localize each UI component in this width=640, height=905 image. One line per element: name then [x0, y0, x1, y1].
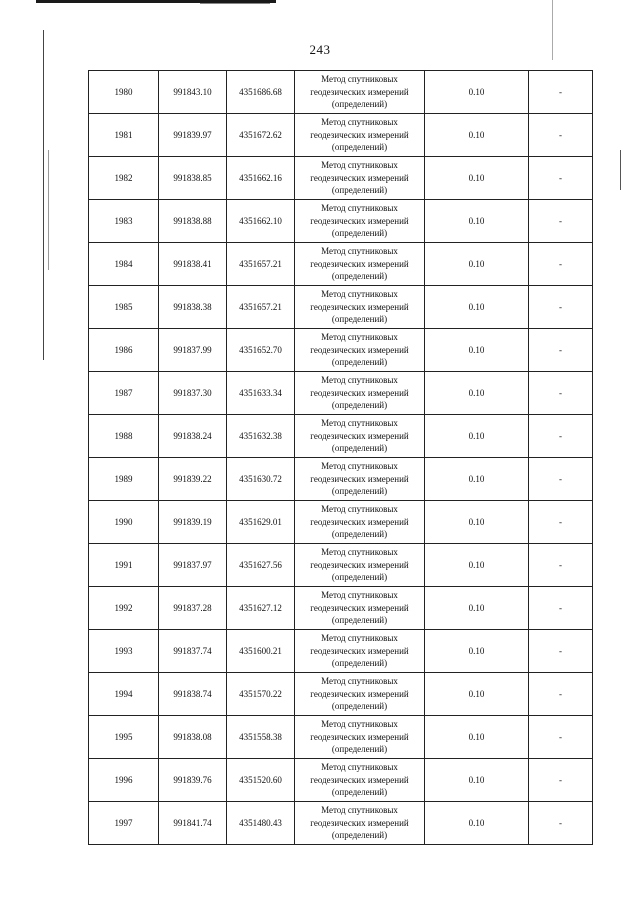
- accuracy-cell: 0.10: [425, 200, 529, 243]
- point-number-cell: 1992: [89, 587, 159, 630]
- method-line: Метод спутниковых: [321, 762, 398, 773]
- coordinate-y-cell: 4351630.72: [227, 458, 295, 501]
- table-row: [89, 759, 593, 802]
- coordinate-x-cell: 991837.28: [159, 587, 227, 630]
- method-line: (определений): [331, 744, 388, 755]
- coordinate-y-cell: 4351662.16: [227, 157, 295, 200]
- table-row: [89, 802, 593, 845]
- method-cell: [295, 286, 425, 329]
- method-cell: [295, 458, 425, 501]
- method-line: геодезических измерений: [310, 344, 409, 355]
- method-line: геодезических измерений: [310, 301, 409, 312]
- accuracy-cell: 0.10: [425, 329, 529, 372]
- coordinate-x-cell: 991839.19: [159, 501, 227, 544]
- accuracy-cell: 0.10: [425, 673, 529, 716]
- method-cell: [295, 243, 425, 286]
- table-row: [89, 157, 593, 200]
- method-line: Метод спутниковых: [321, 547, 398, 558]
- method-line: Метод спутниковых: [321, 160, 398, 171]
- table-row: [89, 630, 593, 673]
- note-cell: -: [529, 200, 593, 243]
- scan-artifact-right-edge: [620, 150, 621, 190]
- method-cell: [295, 71, 425, 114]
- method-cell: [295, 114, 425, 157]
- coordinate-x-cell: 991839.22: [159, 458, 227, 501]
- method-line: Метод спутниковых: [321, 332, 398, 343]
- coordinate-y-cell: 4351652.70: [227, 329, 295, 372]
- point-number-cell: 1986: [89, 329, 159, 372]
- table-row: [89, 544, 593, 587]
- method-line: Метод спутниковых: [321, 203, 398, 214]
- coordinates-table: [88, 70, 593, 845]
- note-cell: -: [529, 243, 593, 286]
- accuracy-cell: 0.10: [425, 458, 529, 501]
- table-row: [89, 200, 593, 243]
- accuracy-cell: 0.10: [425, 286, 529, 329]
- method-line: (определений): [331, 830, 388, 841]
- note-cell: -: [529, 286, 593, 329]
- note-cell: -: [529, 759, 593, 802]
- method-cell: [295, 372, 425, 415]
- accuracy-cell: 0.10: [425, 501, 529, 544]
- method-line: (определений): [331, 142, 388, 153]
- point-number-cell: 1988: [89, 415, 159, 458]
- method-cell: [295, 415, 425, 458]
- method-line: Метод спутниковых: [321, 375, 398, 386]
- table-row: [89, 372, 593, 415]
- method-cell: [295, 329, 425, 372]
- method-line: геодезических измерений: [310, 387, 409, 398]
- method-line: геодезических измерений: [310, 559, 409, 570]
- point-number-cell: 1994: [89, 673, 159, 716]
- coordinate-x-cell: 991838.88: [159, 200, 227, 243]
- coordinate-y-cell: 4351672.62: [227, 114, 295, 157]
- point-number-cell: 1983: [89, 200, 159, 243]
- method-line: (определений): [331, 787, 388, 798]
- note-cell: -: [529, 673, 593, 716]
- method-line: Метод спутниковых: [321, 676, 398, 687]
- table-row: [89, 673, 593, 716]
- method-line: геодезических измерений: [310, 731, 409, 742]
- method-line: Метод спутниковых: [321, 418, 398, 429]
- point-number-cell: 1981: [89, 114, 159, 157]
- point-number-cell: 1993: [89, 630, 159, 673]
- coordinate-x-cell: 991838.08: [159, 716, 227, 759]
- coordinate-y-cell: 4351686.68: [227, 71, 295, 114]
- coordinate-y-cell: 4351627.56: [227, 544, 295, 587]
- point-number-cell: 1995: [89, 716, 159, 759]
- scan-artifact-left-margin: [43, 30, 44, 360]
- coordinate-y-cell: 4351558.38: [227, 716, 295, 759]
- table-row: [89, 458, 593, 501]
- method-line: геодезических измерений: [310, 86, 409, 97]
- method-line: Метод спутниковых: [321, 117, 398, 128]
- table-row: [89, 329, 593, 372]
- coordinate-x-cell: 991837.97: [159, 544, 227, 587]
- point-number-cell: 1985: [89, 286, 159, 329]
- coordinate-y-cell: 4351570.22: [227, 673, 295, 716]
- method-line: Метод спутниковых: [321, 805, 398, 816]
- method-cell: [295, 157, 425, 200]
- note-cell: -: [529, 458, 593, 501]
- accuracy-cell: 0.10: [425, 802, 529, 845]
- method-line: геодезических измерений: [310, 688, 409, 699]
- note-cell: -: [529, 415, 593, 458]
- coordinate-y-cell: 4351657.21: [227, 286, 295, 329]
- accuracy-cell: 0.10: [425, 114, 529, 157]
- method-line: (определений): [331, 228, 388, 239]
- coordinate-x-cell: 991839.76: [159, 759, 227, 802]
- method-line: геодезических измерений: [310, 430, 409, 441]
- table-row: [89, 716, 593, 759]
- method-line: (определений): [331, 443, 388, 454]
- method-line: Метод спутниковых: [321, 504, 398, 515]
- method-line: (определений): [331, 572, 388, 583]
- coordinate-y-cell: 4351520.60: [227, 759, 295, 802]
- coordinate-x-cell: 991838.38: [159, 286, 227, 329]
- coordinates-table-body: [89, 71, 593, 845]
- table-row: [89, 587, 593, 630]
- method-line: геодезических измерений: [310, 817, 409, 828]
- accuracy-cell: 0.10: [425, 157, 529, 200]
- method-line: (определений): [331, 314, 388, 325]
- coordinate-x-cell: 991838.74: [159, 673, 227, 716]
- point-number-cell: 1991: [89, 544, 159, 587]
- method-line: Метод спутниковых: [321, 246, 398, 257]
- point-number-cell: 1997: [89, 802, 159, 845]
- scan-artifact-top-thin: [200, 3, 270, 4]
- table-row: [89, 71, 593, 114]
- coordinate-x-cell: 991837.30: [159, 372, 227, 415]
- method-line: Метод спутниковых: [321, 590, 398, 601]
- table-row: [89, 243, 593, 286]
- coordinate-x-cell: 991839.97: [159, 114, 227, 157]
- table-row: [89, 501, 593, 544]
- coordinate-y-cell: 4351480.43: [227, 802, 295, 845]
- accuracy-cell: 0.10: [425, 243, 529, 286]
- note-cell: -: [529, 630, 593, 673]
- coordinate-y-cell: 4351657.21: [227, 243, 295, 286]
- method-line: геодезических измерений: [310, 774, 409, 785]
- accuracy-cell: 0.10: [425, 630, 529, 673]
- coordinate-x-cell: 991843.10: [159, 71, 227, 114]
- note-cell: -: [529, 716, 593, 759]
- point-number-cell: 1987: [89, 372, 159, 415]
- coordinate-y-cell: 4351629.01: [227, 501, 295, 544]
- method-line: геодезических измерений: [310, 172, 409, 183]
- method-line: Метод спутниковых: [321, 719, 398, 730]
- note-cell: -: [529, 114, 593, 157]
- method-cell: [295, 630, 425, 673]
- coordinate-x-cell: 991837.74: [159, 630, 227, 673]
- method-line: геодезических измерений: [310, 645, 409, 656]
- note-cell: -: [529, 544, 593, 587]
- note-cell: -: [529, 501, 593, 544]
- method-line: геодезических измерений: [310, 258, 409, 269]
- method-line: геодезических измерений: [310, 602, 409, 613]
- note-cell: -: [529, 71, 593, 114]
- accuracy-cell: 0.10: [425, 759, 529, 802]
- accuracy-cell: 0.10: [425, 71, 529, 114]
- coordinate-y-cell: 4351600.21: [227, 630, 295, 673]
- point-number-cell: 1989: [89, 458, 159, 501]
- table-row: [89, 286, 593, 329]
- method-cell: [295, 716, 425, 759]
- table-row: [89, 114, 593, 157]
- accuracy-cell: 0.10: [425, 372, 529, 415]
- method-line: (определений): [331, 271, 388, 282]
- method-line: (определений): [331, 99, 388, 110]
- method-cell: [295, 802, 425, 845]
- accuracy-cell: 0.10: [425, 587, 529, 630]
- method-line: (определений): [331, 658, 388, 669]
- method-line: (определений): [331, 185, 388, 196]
- note-cell: -: [529, 587, 593, 630]
- method-line: (определений): [331, 615, 388, 626]
- coordinate-y-cell: 4351632.38: [227, 415, 295, 458]
- point-number-cell: 1984: [89, 243, 159, 286]
- method-line: (определений): [331, 400, 388, 411]
- method-line: геодезических измерений: [310, 516, 409, 527]
- accuracy-cell: 0.10: [425, 544, 529, 587]
- accuracy-cell: 0.10: [425, 716, 529, 759]
- method-line: Метод спутниковых: [321, 289, 398, 300]
- coordinate-y-cell: 4351633.34: [227, 372, 295, 415]
- scan-artifact-left-margin-faint: [48, 150, 49, 270]
- method-cell: [295, 200, 425, 243]
- coordinate-x-cell: 991838.24: [159, 415, 227, 458]
- coordinate-x-cell: 991838.85: [159, 157, 227, 200]
- note-cell: -: [529, 157, 593, 200]
- accuracy-cell: 0.10: [425, 415, 529, 458]
- point-number-cell: 1982: [89, 157, 159, 200]
- point-number-cell: 1996: [89, 759, 159, 802]
- method-line: (определений): [331, 486, 388, 497]
- point-number-cell: 1990: [89, 501, 159, 544]
- method-line: геодезических измерений: [310, 129, 409, 140]
- coordinate-y-cell: 4351627.12: [227, 587, 295, 630]
- note-cell: -: [529, 802, 593, 845]
- table-row: [89, 415, 593, 458]
- page-number: 243: [309, 42, 331, 57]
- coordinate-y-cell: 4351662.10: [227, 200, 295, 243]
- method-line: (определений): [331, 529, 388, 540]
- method-cell: [295, 501, 425, 544]
- method-cell: [295, 673, 425, 716]
- coordinate-x-cell: 991841.74: [159, 802, 227, 845]
- point-number-cell: 1980: [89, 71, 159, 114]
- method-cell: [295, 587, 425, 630]
- method-line: Метод спутниковых: [321, 633, 398, 644]
- note-cell: -: [529, 329, 593, 372]
- method-line: Метод спутниковых: [321, 461, 398, 472]
- method-line: геодезических измерений: [310, 473, 409, 484]
- method-line: Метод спутниковых: [321, 74, 398, 85]
- method-line: геодезических измерений: [310, 215, 409, 226]
- method-line: (определений): [331, 357, 388, 368]
- method-cell: [295, 759, 425, 802]
- coordinate-x-cell: 991837.99: [159, 329, 227, 372]
- method-line: (определений): [331, 701, 388, 712]
- note-cell: -: [529, 372, 593, 415]
- coordinate-x-cell: 991838.41: [159, 243, 227, 286]
- method-cell: [295, 544, 425, 587]
